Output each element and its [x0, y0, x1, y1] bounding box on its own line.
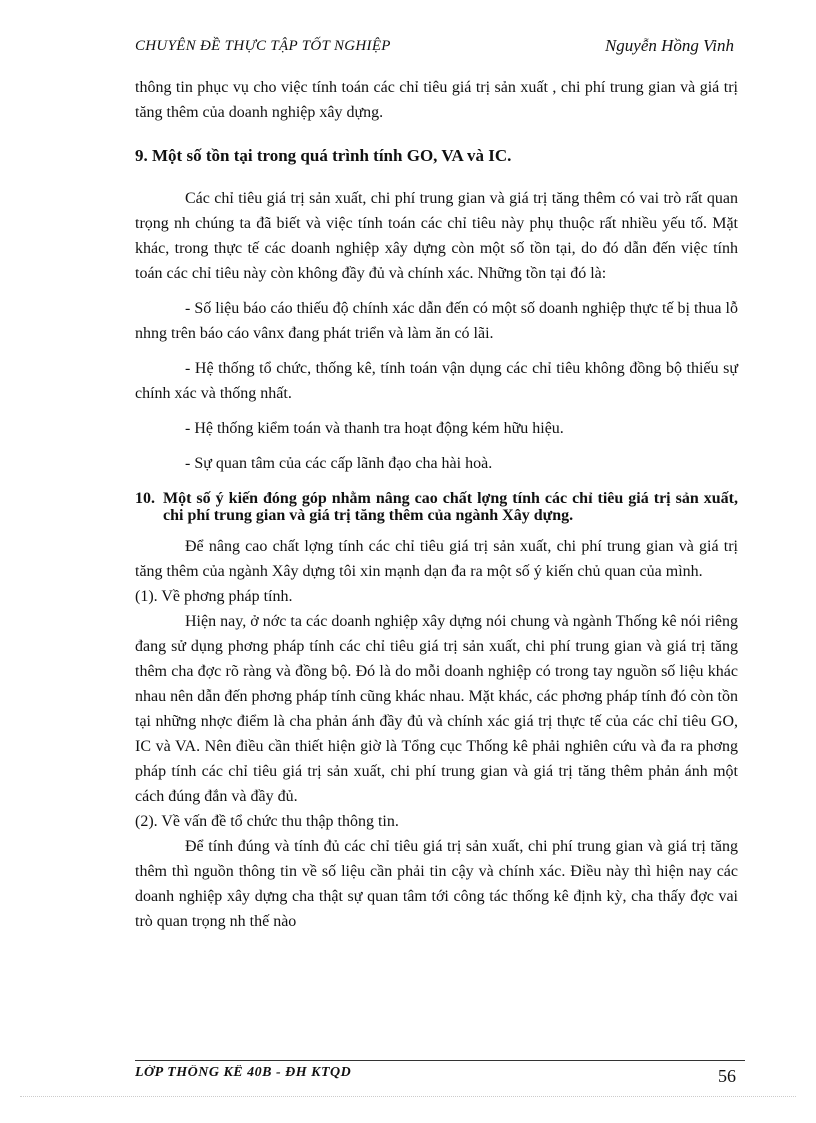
page-number: 56 — [718, 1066, 736, 1086]
intro-paragraph: thông tin phục vụ cho việc tính toán các chỉ tiêu giá trị sản xuất , chi phí trung gian và giá trị tăng thêm của doanh nghiệp xây dựng. — [135, 79, 738, 121]
section-10-paragraph: Để nâng cao chất lợng tính các chỉ tiêu giá trị sản xuất, chi phí trung gian và giá trị tăng thêm của ngành Xây dựng tôi xin mạnh dạn đa ra một số ý kiến chủ quan của mình. — [135, 538, 738, 580]
section-9-paragraph: Các chỉ tiêu giá trị sản xuất, chi phí trung gian và giá trị tăng thêm có vai trò rất quan trọng nh chúng ta đã biết và việc tính toán các chỉ tiêu này phụ thuộc rất nhiều yếu tố. Mặt khác, trong thực tế các doanh nghiệp xây dựng còn một số tồn tại, do đó dẫn đến việc tính toán các chỉ tiêu này còn không đầy đủ và chính xác. Những tồn tại đó là: — [135, 190, 738, 282]
footer-divider — [135, 1060, 745, 1061]
page-header — [135, 38, 734, 60]
subsection-1-heading: (1). Về phơng pháp tính. — [135, 588, 293, 605]
subsection-2-heading: (2). Về vấn đề tổ chức thu thập thông tin. — [135, 813, 399, 830]
page-bottom-border — [20, 1096, 796, 1097]
bullet-item-4: - Sự quan tâm của các cấp lãnh đạo cha hài hoà. — [185, 455, 493, 472]
section-10-number: 10. — [135, 490, 155, 507]
section-10-title: Một số ý kiến đóng góp nhằm nâng cao chất lợng tính các chỉ tiêu giá trị sản xuất, chi phí trung gian và giá trị tăng thêm của ngành Xây dựng. — [163, 490, 738, 524]
header-title: CHUYÊN ĐỀ THỰC TẬP TỐT NGHIỆP — [135, 38, 391, 54]
header-author: Nguyễn Hồng Vinh — [604, 36, 734, 55]
bullet-item-1: - Số liệu báo cáo thiếu độ chính xác dẫn đến có một số doanh nghiệp thực tế bị thua lỗ nhng trên báo cáo vânx đang phát triển và làm ăn có lãi. — [135, 300, 738, 342]
section-10-heading — [135, 490, 738, 524]
section-9-heading: 9. Một số tồn tại trong quá trình tính GO, VA và IC. — [135, 146, 512, 165]
bullet-item-2: - Hệ thống tổ chức, thống kê, tính toán vận dụng các chỉ tiêu không đồng bộ thiếu sự chính xác và thống nhất. — [135, 360, 738, 402]
document-body — [135, 75, 738, 934]
bullet-item-3: - Hệ thống kiểm toán và thanh tra hoạt động kém hữu hiệu. — [185, 420, 564, 437]
footer-class-label: LỚP THỐNG KÊ 40B - ĐH KTQD — [135, 1065, 352, 1079]
subsection-1-paragraph: Hiện nay, ở nớc ta các doanh nghiệp xây dựng nói chung và ngành Thống kê nói riêng đang sử dụng phơng pháp tính các chỉ tiêu giá trị sản xuất, chi phí trung gian và giá trị tăng thêm cha đợc rõ ràng và đồng bộ. Đó là do mỗi doanh nghiệp có trong tay nguồn số liệu khác nhau nên dẫn đến phơng pháp tính cũng khác nhau. Mặt khác, các phơng pháp tính đó còn tồn tại những nhợc điểm là cha phản ánh đầy đủ và chính xác giá trị thực tế của các chỉ tiêu GO, IC và VA. Nên điều cần thiết hiện giờ là Tổng cục Thống kê phải nghiên cứu và đa ra phơng pháp tính các chỉ tiêu giá trị sản xuất, chi phí trung gian và giá trị tăng thêm phản ánh một cách đúng đắn và đầy đủ. — [135, 613, 738, 805]
subsection-2-paragraph: Để tính đúng và tính đủ các chỉ tiêu giá trị sản xuất, chi phí trung gian và giá trị tăng thêm thì nguồn thông tin về số liệu cần phải tin cậy và chính xác. Điều này thì hiện nay các doanh nghiệp xây dựng cha thật sự quan tâm tới công tác thống kê định kỳ, cha thấy đợc vai trò quan trọng nh thế nào — [135, 838, 738, 930]
